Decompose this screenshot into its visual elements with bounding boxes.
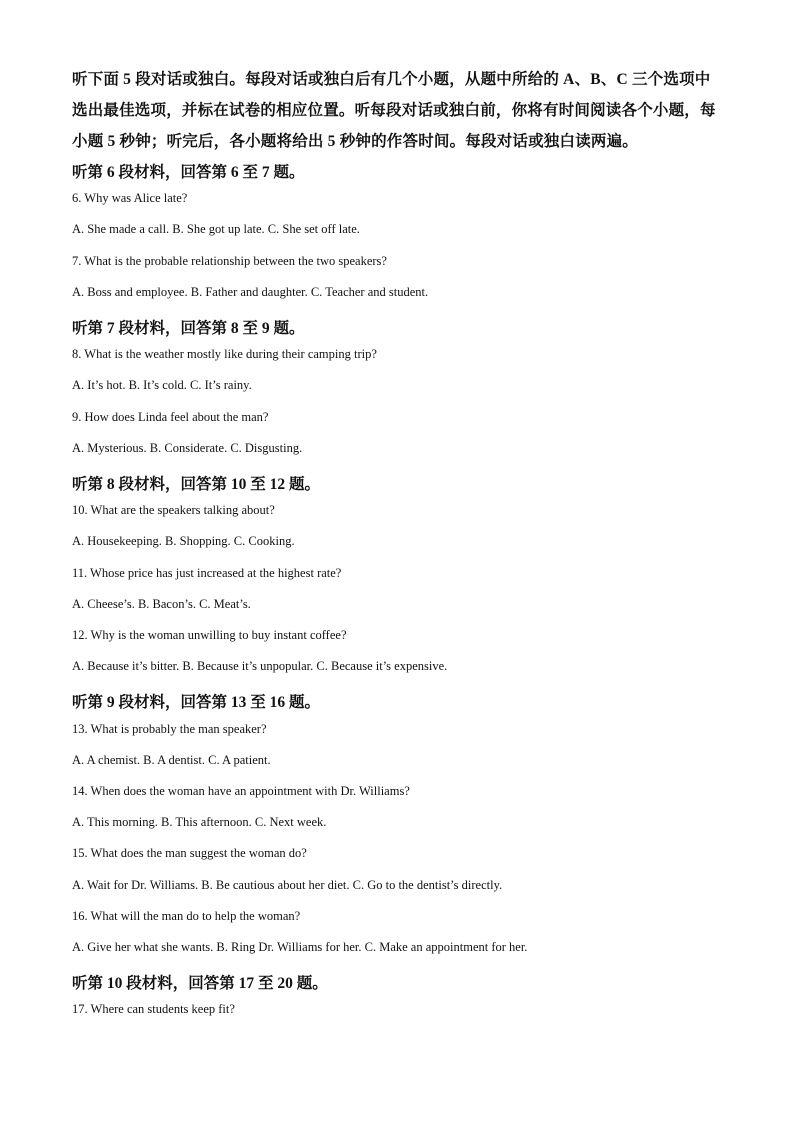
answer-options: A. Cheese’s. B. Bacon’s. C. Meat’s. — [72, 596, 251, 611]
question-text: 12. Why is the woman unwilling to buy instant coffee? — [72, 628, 347, 642]
answer-options: A. It’s hot. B. It’s cold. C. It’s rainy. — [72, 378, 252, 393]
section-heading: 听第 6 段材料，回答第 6 至 7 题。 — [72, 164, 305, 181]
section-heading: 听第 8 段材料，回答第 10 至 12 题。 — [72, 476, 321, 493]
question-text: 9. How does Linda feel about the man? — [72, 409, 269, 424]
question-text: 11. Whose price has just increased at the highest rate? — [72, 565, 342, 580]
section-heading: 听第 7 段材料，回答第 8 至 9 题。 — [72, 320, 305, 337]
answer-options: A. Housekeeping. B. Shopping. C. Cooking. — [72, 534, 295, 549]
section-heading: 听第 9 段材料，回答第 13 至 16 题。 — [72, 694, 321, 712]
answer-options: A. Because it’s bitter. B. Because it’s unpopular. C. Because it’s expensive. — [72, 659, 448, 674]
question-text: 8. What is the weather mostly like during their camping trip? — [72, 347, 377, 362]
answer-options: A. Mysterious. B. Considerate. C. Disgusting. — [72, 440, 303, 455]
instructions-paragraph: 听下面 5 段对话或独白。每段对话或独白后有几个小题，从题中所给的 A、B、C 三个选项中选出最佳选项，并标在试卷的相应位置。听每段对话或独白前，你将有时间阅读各个小题，每小题 5 秒钟；听完后，各小题将给出 5 秒钟的作答时间。每段对话或独白读两遍。 — [72, 71, 716, 150]
question-text: 15. What does the man suggest the woman do? — [72, 846, 307, 861]
question-text: 10. What are the speakers talking about? — [72, 503, 275, 518]
answer-options: A. Wait for Dr. Williams. B. Be cautious about her diet. C. Go to the dentist’s directly. — [72, 877, 503, 892]
answer-options: A. A chemist. B. A dentist. C. A patient. — [72, 752, 271, 767]
question-text: 16. What will the man do to help the woman? — [72, 908, 301, 923]
question-text: 14. When does the woman have an appointment with Dr. Williams? — [72, 784, 410, 798]
answer-options: A. Give her what she wants. B. Ring Dr. Williams for her. C. Make an appointment for her. — [72, 940, 528, 954]
answer-options: A. This morning. B. This afternoon. C. Next week. — [72, 815, 327, 830]
answer-options: A. Boss and employee. B. Father and daughter. C. Teacher and student. — [72, 284, 429, 299]
question-text: 7. What is the probable relationship between the two speakers? — [72, 253, 387, 268]
answer-options: A. She made a call. B. She got up late. C. She set off late. — [72, 222, 360, 237]
question-text: 13. What is probably the man speaker? — [72, 721, 267, 736]
section-heading: 听第 10 段材料，回答第 17 至 20 题。 — [72, 975, 328, 993]
question-text: 17. Where can students keep fit? — [72, 1002, 235, 1017]
question-text: 6. Why was Alice late? — [72, 191, 188, 206]
